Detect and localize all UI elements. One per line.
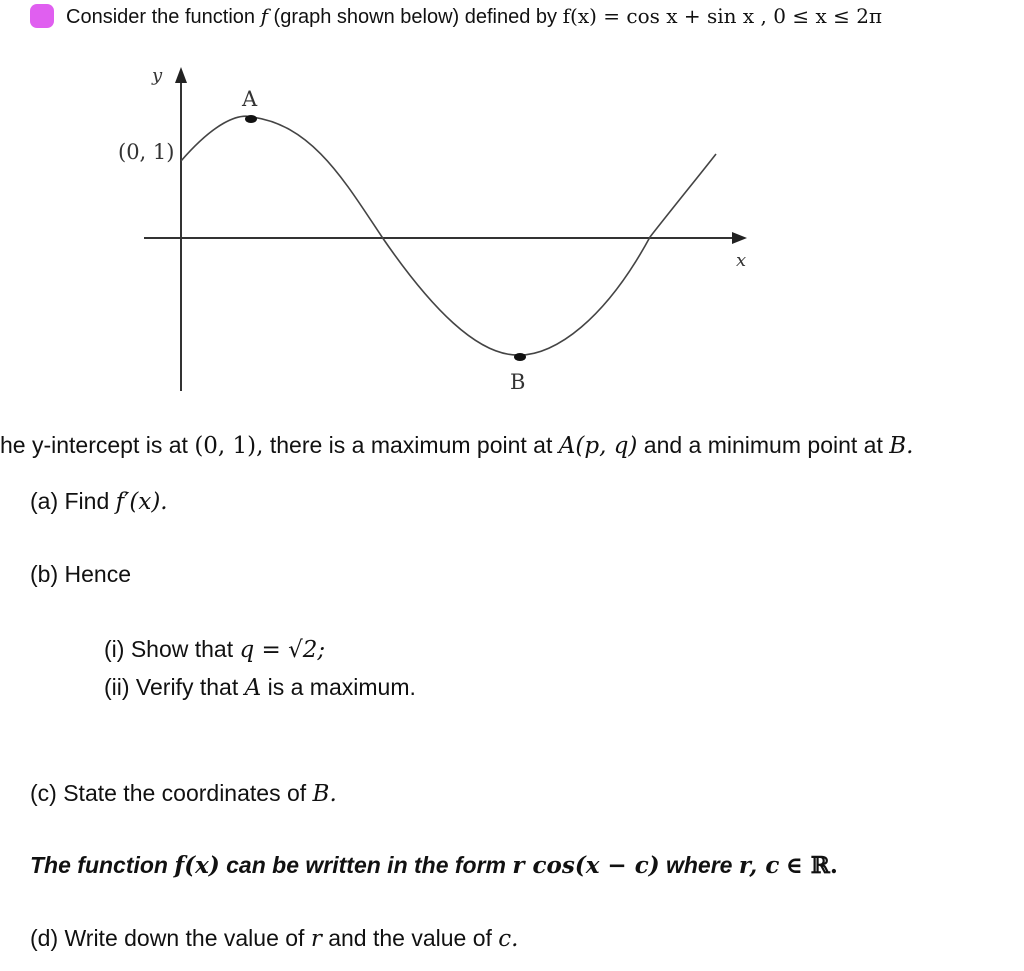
part-c — [30, 780, 337, 807]
intro-text — [66, 4, 882, 29]
statement-max-point: A(p, q) — [558, 433, 638, 459]
y-axis-arrow-icon — [175, 67, 187, 83]
part-d — [30, 925, 519, 952]
point-b-label: B — [510, 370, 526, 394]
part-b-i — [104, 636, 325, 663]
intro-f: f — [260, 4, 268, 28]
form-t1: The function — [30, 852, 168, 878]
intercept-label: (0, 1) — [118, 140, 175, 164]
intro-equation: f(x) = cos x + sin x , 0 ≤ x ≤ 2π — [562, 4, 883, 28]
x-label: x — [736, 250, 747, 271]
part-b-label: (b) Hence — [30, 561, 131, 587]
statement-text3: and a minimum point at — [643, 432, 883, 458]
part-b-ii — [104, 674, 416, 701]
part-b-i-expr: q = √2; — [239, 637, 326, 663]
y-label: y — [152, 65, 163, 86]
form-t3: where — [665, 852, 733, 878]
part-a-expr: f′(x). — [115, 489, 168, 515]
statement-min-point: B. — [889, 433, 914, 459]
part-c-label: (c) State the coordinates of — [30, 780, 307, 806]
part-c-var: B. — [312, 781, 337, 807]
part-d-c: c. — [498, 926, 519, 952]
intro-prefix: Consider the function — [66, 6, 256, 28]
statement-intercept: (0, 1), — [194, 433, 264, 459]
part-b-ii-rest: is a maximum. — [267, 674, 416, 700]
bullet-marker — [30, 4, 54, 28]
part-b-i-label: (i) Show that — [104, 636, 234, 662]
x-axis-arrow-icon — [732, 232, 747, 244]
point-a-dot — [245, 115, 257, 123]
part-b-ii-label: (ii) Verify that — [104, 674, 239, 700]
part-d-mid: and the value of — [328, 925, 492, 951]
statement-line — [0, 432, 913, 459]
form-fx: f(x) — [174, 852, 220, 879]
part-b-ii-var: A — [244, 675, 262, 701]
point-b-dot — [514, 353, 526, 361]
curve-f — [181, 116, 716, 355]
part-a — [30, 488, 168, 515]
form-statement — [30, 852, 838, 879]
part-a-label: (a) Find — [30, 488, 110, 514]
part-b — [30, 561, 131, 588]
form-vars: r, c — [738, 852, 780, 879]
statement-text2: there is a maximum point at — [269, 432, 553, 458]
part-d-label: (d) Write down the value of — [30, 925, 305, 951]
form-t4: ∈ ℝ. — [785, 852, 838, 879]
form-t2: can be written in the form — [226, 852, 507, 878]
form-expr: r cos(x − c) — [512, 852, 660, 879]
intro-mid: (graph shown below) defined by — [273, 6, 558, 28]
part-d-r: r — [310, 926, 322, 952]
point-a-label: A — [242, 87, 258, 111]
statement-text1: he y-intercept is at — [0, 432, 188, 458]
function-graph — [100, 55, 760, 400]
